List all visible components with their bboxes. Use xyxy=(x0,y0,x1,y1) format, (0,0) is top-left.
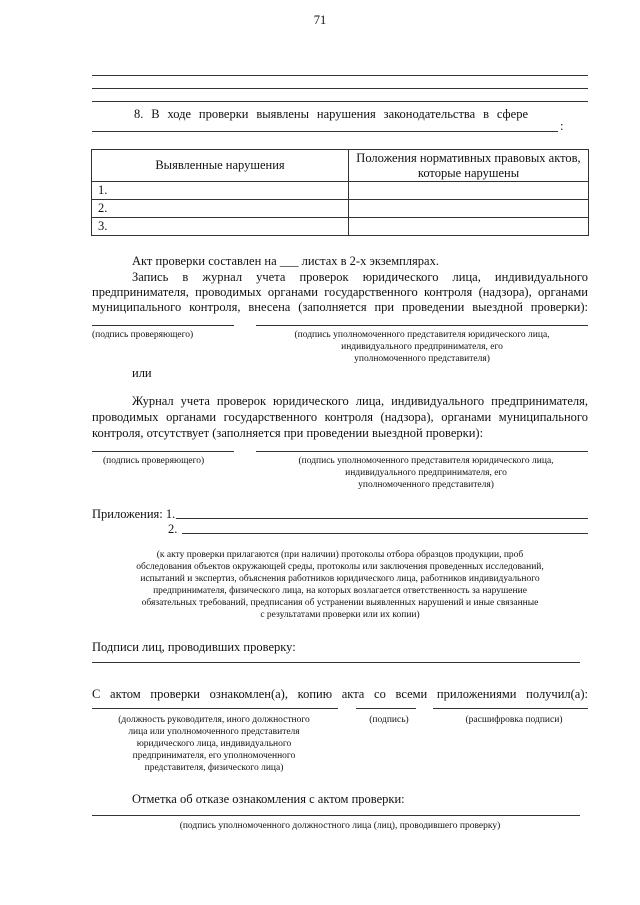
or-text: или xyxy=(132,366,152,380)
table-row xyxy=(92,200,589,218)
table-row xyxy=(92,218,589,236)
violations-table xyxy=(91,149,589,236)
row-number: 3. xyxy=(92,218,349,236)
blank-line xyxy=(92,88,588,89)
table-header-row xyxy=(92,150,589,182)
provision-cell[interactable] xyxy=(349,200,589,218)
inspector-signature-line xyxy=(92,325,234,326)
header-violations: Выявленные нарушения xyxy=(92,150,349,182)
representative-signature-line xyxy=(256,325,588,326)
refusal-caption: (подпись уполномоченного должностного лица (лиц), проводившего проверку) xyxy=(179,821,501,831)
representative-signature-line xyxy=(256,451,588,452)
position-caption-line5: представителя, физического лица) xyxy=(144,763,284,773)
acquainted-text: С актом проверки ознакомлен(а), копию акта со всеми приложениями получил(а): xyxy=(92,687,588,701)
attachments-label: Приложения: 1. xyxy=(92,507,176,521)
rep-caption-line1: (подпись уполномоченного представителя юридического лица, xyxy=(298,456,554,466)
provision-cell[interactable] xyxy=(349,182,589,200)
page-number: 71 xyxy=(313,13,327,27)
row-number: 2. xyxy=(92,200,349,218)
row-number: 1. xyxy=(92,182,349,200)
attachment-2-line xyxy=(182,533,588,534)
position-caption-line3: юридического лица, индивидуального xyxy=(136,739,292,749)
refusal-line xyxy=(92,815,580,816)
inspector-signature-line xyxy=(92,451,234,452)
rep-caption-line2: индивидуального предпринимателя, его xyxy=(341,342,503,352)
signature-caption: (подпись) xyxy=(369,715,409,725)
position-caption-line1: (должность руководителя, иного должностного xyxy=(118,715,310,725)
decoding-line xyxy=(433,708,588,709)
journal-absent-line2: проводимых органами государственного контроля (надзора), органами муниципального xyxy=(92,410,588,424)
attachment-2-label: 2. xyxy=(168,522,178,536)
blank-line xyxy=(92,101,588,102)
attachment-1-line xyxy=(176,518,588,519)
inspector-caption: (подпись проверяющего) xyxy=(103,456,205,466)
rep-caption-line2: индивидуального предпринимателя, его xyxy=(345,468,507,478)
attachments-note-line2: обследования объектов окружающей среды, протоколы или заключения проведенных исследований, xyxy=(136,562,544,572)
act-text: Акт проверки составлен на ___ листах в 2-х экземплярах. xyxy=(132,254,439,268)
rep-caption-line3: уполномоченного представителя) xyxy=(358,480,494,490)
attachments-note-line1: (к акту проверки прилагаются (при наличии) протоколы отбора образцов продукции, проб xyxy=(156,550,524,560)
position-caption-line2: лица или уполномоченного представителя xyxy=(128,727,300,737)
refusal-label: Отметка об отказе ознакомления с актом проверки: xyxy=(132,792,405,806)
provision-cell[interactable] xyxy=(349,218,589,236)
position-line xyxy=(92,708,338,709)
item-8-fill-line xyxy=(92,131,558,132)
journal-record-line3: муниципального контроля, внесена (заполняется при проведении выездной проверки): xyxy=(92,300,588,314)
item-8-colon: : xyxy=(560,119,564,133)
journal-absent-line1: Журнал учета проверок юридического лица, индивидуального предпринимателя, xyxy=(132,394,588,408)
signatures-label: Подписи лиц, проводивших проверку: xyxy=(92,640,296,654)
item-8-text: 8. В ходе проверки выявлены нарушения законодательства в сфере xyxy=(134,107,528,121)
journal-absent-line3: контроля, отсутствует (заполняется при проведении выездной проверки): xyxy=(92,426,484,440)
journal-record-line2: предпринимателя, проводимых органами государственного контроля (надзора), органами xyxy=(92,285,588,299)
attachments-note-line3: испытаний и экспертиз, объяснения работников юридического лица, работников индивидуального xyxy=(140,574,540,584)
blank-line xyxy=(92,75,588,76)
attachments-note-line6: с результатами проверки или их копии) xyxy=(260,610,420,620)
rep-caption-line1: (подпись уполномоченного представителя юридического лица, xyxy=(294,330,550,340)
decoding-caption: (расшифровка подписи) xyxy=(465,715,563,725)
header-provisions: Положения нормативных правовых актов, которые нарушены xyxy=(349,150,589,182)
rep-caption-line3: уполномоченного представителя) xyxy=(354,354,490,364)
signatures-line xyxy=(92,662,580,663)
table-row xyxy=(92,182,589,200)
attachments-note-line5: обязательных требований, предписания об устранении выявленных нарушений и иные связанные xyxy=(141,598,539,608)
attachments-note-line4: предпринимателя, физического лица, на которых возлагается ответственность за нарушение xyxy=(153,586,527,596)
journal-record-line1: Запись в журнал учета проверок юридического лица, индивидуального xyxy=(132,270,588,284)
signature-line xyxy=(356,708,416,709)
inspector-caption: (подпись проверяющего) xyxy=(92,330,194,340)
position-caption-line4: предпринимателя, его уполномоченного xyxy=(132,751,296,761)
